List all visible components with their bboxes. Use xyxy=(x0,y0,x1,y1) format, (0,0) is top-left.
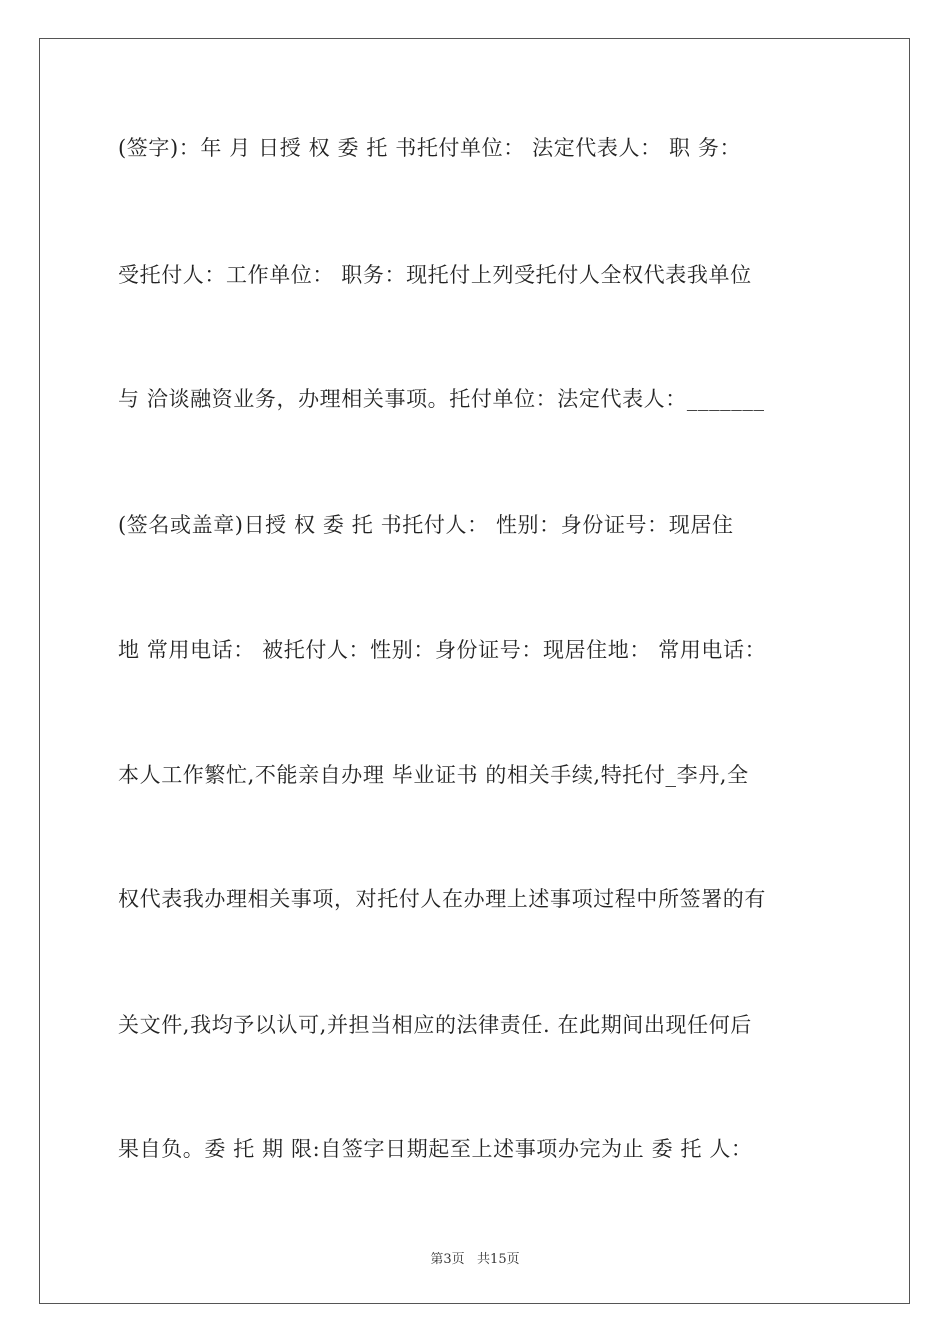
text-line-7: 权代表我办理相关事项，对托付人在办理上述事项过程中所签署的有 xyxy=(118,887,766,911)
text-line-8: 关文件,我均予以认可,并担当相应的法律责任. 在此期间出现任何后 xyxy=(118,1013,752,1037)
text-line-9: 果自负。委 托 期 限:自签字日期起至上述事项办完为止 委 托 人： xyxy=(118,1137,753,1161)
text-line-6: 本人工作繁忙,不能亲自办理 毕业证书 的相关手续,特托付_李丹,全 xyxy=(118,763,749,787)
page-number-footer: 第3页 共15页 xyxy=(430,1252,520,1267)
page-border xyxy=(39,38,910,1304)
text-line-4: (签名或盖章)日授 权 委 托 书托付人： 性别：身份证号：现居住 xyxy=(118,513,734,537)
text-line-5: 地 常用电话： 被托付人：性别：身份证号：现居住地： 常用电话： xyxy=(118,638,767,662)
text-line-3: 与 洽谈融资业务，办理相关事项。托付单位：法定代表人：_______ xyxy=(118,387,765,411)
text-line-2: 受托付人：工作单位： 职务：现托付上列受托付人全权代表我单位 xyxy=(118,263,752,287)
text-line-1: (签字)：年 月 日授 权 委 托 书托付单位： 法定代表人： 职 务： xyxy=(118,136,742,160)
